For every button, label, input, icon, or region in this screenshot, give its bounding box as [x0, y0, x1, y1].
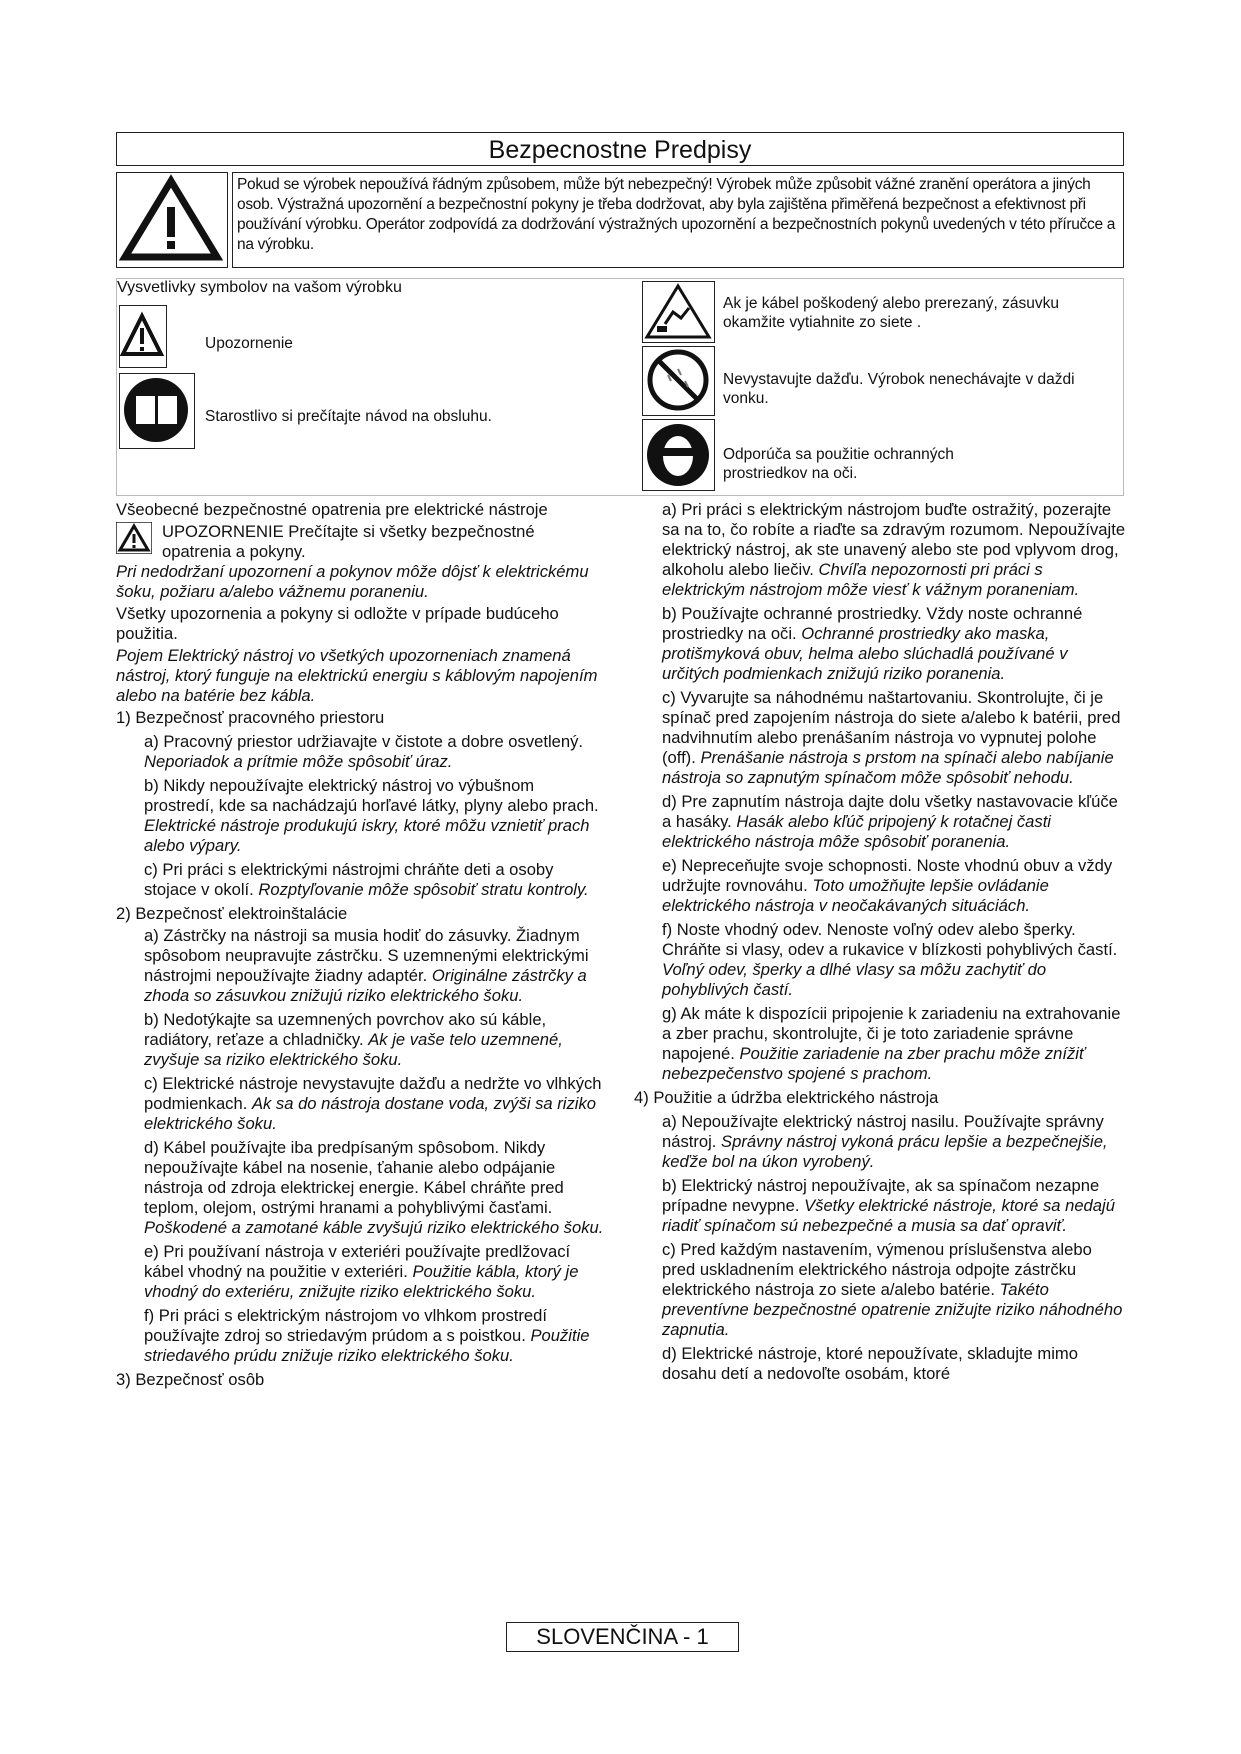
section-1-heading: 1) Bezpečnosť pracovného priestoru: [116, 708, 385, 727]
term-definition: Pojem Elektrický nástroj vo všetkých upozorneniach znamená nástroj, ktorý funguje na elektrickú energiu s káblovým napojením alebo na batérie bez kábla.: [116, 646, 598, 705]
warning-banner: [116, 172, 1124, 268]
manual-book-icon: [119, 373, 195, 449]
list-item: b) Elektrický nástroj nepoužívajte, ak sa spínačom nezapne prípadne nevypne. Všetky elektrické nástroje, ktoré sa nedajú riadiť spínačom sú nebezpečné a musia sa dať opraviť.: [662, 1176, 1115, 1235]
list-item: g) Ak máte k dispozícii pripojenie k zariadeniu na extrahovanie a zber prachu, skontrolujte, či je toto zariadenie správne napojené. Použitie zariadenie na zber prachu môže znížiť nebezpečenstvo spojené s prachom.: [662, 1004, 1121, 1083]
symbol-label-cable: Ak je kábel poškodený alebo prerezaný, zásuvku okamžite vytiahnite zo siete .: [723, 295, 1060, 331]
page-title: Bezpecnostne Predpisy: [116, 132, 1124, 166]
warning-text: Pokud se výrobek nepoužívá řádným způsobem, může být nebezpečný! Výrobek může způsobit vážné zranění operátora a jiných osob. Výstražná upozornění a bezpečnostní pokyny je třeba dodržovat, aby byla zajištěna přiměřená bezpečnost a efektivnost při používání výrobku. Operátor zodpovídá za dodržování výstražných upozornění a bezpečnostních pokynů uvedených v této příručce a na výrobku.: [232, 172, 1124, 268]
general-heading: Všeobecné bezpečnostné opatrenia pre elektrické nástroje: [116, 500, 548, 519]
list-item: c) Pred každým nastavením, výmenou príslušenstva alebo pred uskladnením elektrického nástroja odpojte zástrčku elektrického nástroja zo siete a/alebo batérie. Takéto preventívne bezpečnostné opatrenie znižujte riziko náhodného zapnutia.: [662, 1240, 1123, 1339]
list-item: d) Elektrické nástroje, ktoré nepoužívate, skladujte mimo dosahu detí a nedovoľte osobám, ktoré: [662, 1344, 1078, 1383]
warning-triangle-icon: [119, 305, 167, 368]
symbols-heading: Vysvetlivky symbolov na vašom výrobku: [117, 279, 402, 296]
symbol-label-eye: Odporúča sa použitie ochranných prostriedkov na oči.: [723, 446, 954, 482]
symbols-legend: [116, 278, 1124, 496]
warning-italic: Pri nedodržaní upozornení a pokynov môže dôjsť k elektrickému šoku, požiaru a/alebo vážnemu poraneniu.: [116, 562, 589, 601]
list-item: b) Používajte ochranné prostriedky. Vždy noste ochranné prostriedky na oči. Ochranné prostriedky ako maska, protišmyková obuv, helma alebo slúchadlá používané v určitých podmienkach znižujú riziko poranenia.: [662, 604, 1083, 683]
damaged-cable-icon: [642, 281, 715, 343]
list-item: c) Pri práci s elektrickými nástrojmi chráňte deti a osoby stojace v okolí. Rozptyľovanie môže spôsobiť stratu kontroly.: [144, 860, 589, 899]
warning-triangle-icon: [116, 522, 152, 559]
page-footer: SLOVENČINA - 1: [506, 1622, 739, 1652]
list-item: e) Nepreceňujte svoje schopnosti. Noste vhodnú obuv a vždy udržujte rovnováhu. Toto umožňujte lepšie ovládanie elektrického nástroja v neočakávaných situáciách.: [662, 856, 1113, 915]
list-item: d) Pre zapnutím nástroja dajte dolu všetky nastavovacie kľúče a hasáky. Hasák alebo kľúč pripojený k rotačnej časti elektrického nástroja môže spôsobiť poranenia.: [662, 792, 1118, 851]
list-item: e) Pri používaní nástroja v exteriéri používajte predlžovací kábel vhodný na použitie v exteriéri. Použitie kábla, ktorý je vhodný do exteriéru, znižujte riziko elektrického šoku.: [144, 1242, 579, 1301]
list-item: c) Elektrické nástroje nevystavujte dažďu a nedržte vo vlhkých podmienkach. Ak sa do nástroja dostane voda, zvýši sa riziko elektrického šoku.: [144, 1074, 602, 1133]
left-column: [116, 500, 606, 1390]
warning-triangle-icon: [116, 172, 228, 268]
list-item: c) Vyvarujte sa náhodnému naštartovaniu. Skontrolujte, či je spínač pred zapojením nástroja do siete a/alebo k batérii, pred nadvihnutím alebo prenášaním nástroja vo vypnutej polohe (off). Prenášanie nástroja s prstom na spínači alebo nabíjanie nástroja so zapnutým spínačom môže spôsobiť nehodu.: [662, 688, 1121, 787]
warning-lead: UPOZORNENIE Prečítajte si všetky bezpečnostné opatrenia a pokyny.: [162, 522, 535, 561]
no-rain-icon: [642, 346, 715, 416]
warning-lead-paragraph: [116, 522, 606, 562]
list-item: b) Nedotýkajte sa uzemnených povrchov ako sú káble, radiátory, reťaze a chladničky. Ak je vaše telo uzemnené, zvyšuje sa riziko elektrického šoku.: [144, 1010, 563, 1069]
section-2-heading: 2) Bezpečnosť elektroinštalácie: [116, 904, 348, 923]
keep-instructions: Všetky upozornenia a pokyny si odložte v prípade budúceho použitia.: [116, 604, 559, 643]
symbol-label-rain: Nevystavujte dažďu. Výrobok nenechávajte v daždi vonku.: [723, 371, 1075, 407]
symbol-label-manual: Starostlivo si prečítajte návod na obsluhu.: [205, 408, 492, 425]
list-item: d) Kábel používajte iba predpísaným spôsobom. Nikdy nepoužívajte kábel na nosenie, ťahanie alebo odpájanie nástroja od zdroja elektrickej energie. Kábel chráňte pred teplom, olejom, ostrými hranami a pohyblivými časťami. Poškodené a zamotané káble zvyšujú riziko elektrického šoku.: [144, 1138, 604, 1237]
list-item: a) Zástrčky na nástroji sa musia hodiť do zásuvky. Žiadnym spôsobom neupravujte zástrčku. S uzemnenými elektrickými nástrojmi nepoužívajte žiadny adaptér. Originálne zástrčky a zhoda so zásuvkou znižujú riziko elektrického šoku.: [144, 926, 589, 1005]
list-item: b) Nikdy nepoužívajte elektrický nástroj vo výbušnom prostredí, kde sa nachádzajú horľavé látky, plyny alebo prach. Elektrické nástroje produkujú iskry, ktoré môžu vznietiť prach alebo výpary.: [144, 776, 599, 855]
list-item: a) Pracovný priestor udržiavajte v čistote a dobre osvetlený. Neporiadok a prítmie môže spôsobiť úraz.: [144, 732, 584, 771]
right-column: [634, 500, 1128, 1384]
eye-protection-icon: [642, 419, 715, 491]
list-item: a) Pri práci s elektrickým nástrojom buďte ostražitý, pozerajte sa na to, čo robíte a riaďte sa zdravým rozumom. Nepoužívajte elektrický nástroj, ak ste unavený alebo ste pod vplyvom drog, alkoholu alebo liečiv. Chvíľa nepozornosti pri práci s elektrickým nástrojom môže viesť k vážnym poraneniam.: [662, 500, 1126, 599]
section-3-heading: 3) Bezpečnosť osôb: [116, 1370, 265, 1389]
list-item: f) Pri práci s elektrickým nástrojom vo vlhkom prostredí používajte zdroj so striedavým prúdom a s poistkou. Použitie striedavého prúdu znižuje riziko elektrického šoku.: [144, 1306, 590, 1365]
section-4-heading: 4) Použitie a údržba elektrického nástroja: [634, 1088, 939, 1107]
symbol-label-warning: Upozornenie: [205, 335, 293, 352]
list-item: a) Nepoužívajte elektrický nástroj nasilu. Používajte správny nástroj. Správny nástroj vykoná prácu lepšie a bezpečnejšie, keďže bol na úkon vyrobený.: [662, 1112, 1108, 1171]
list-item: f) Noste vhodný odev. Nenoste voľný odev alebo šperky. Chráňte si vlasy, odev a rukavice v blízkosti pohyblivých častí. Voľný odev, šperky a dlhé vlasy sa môžu zachytiť do pohyblivých častí.: [662, 920, 1118, 999]
